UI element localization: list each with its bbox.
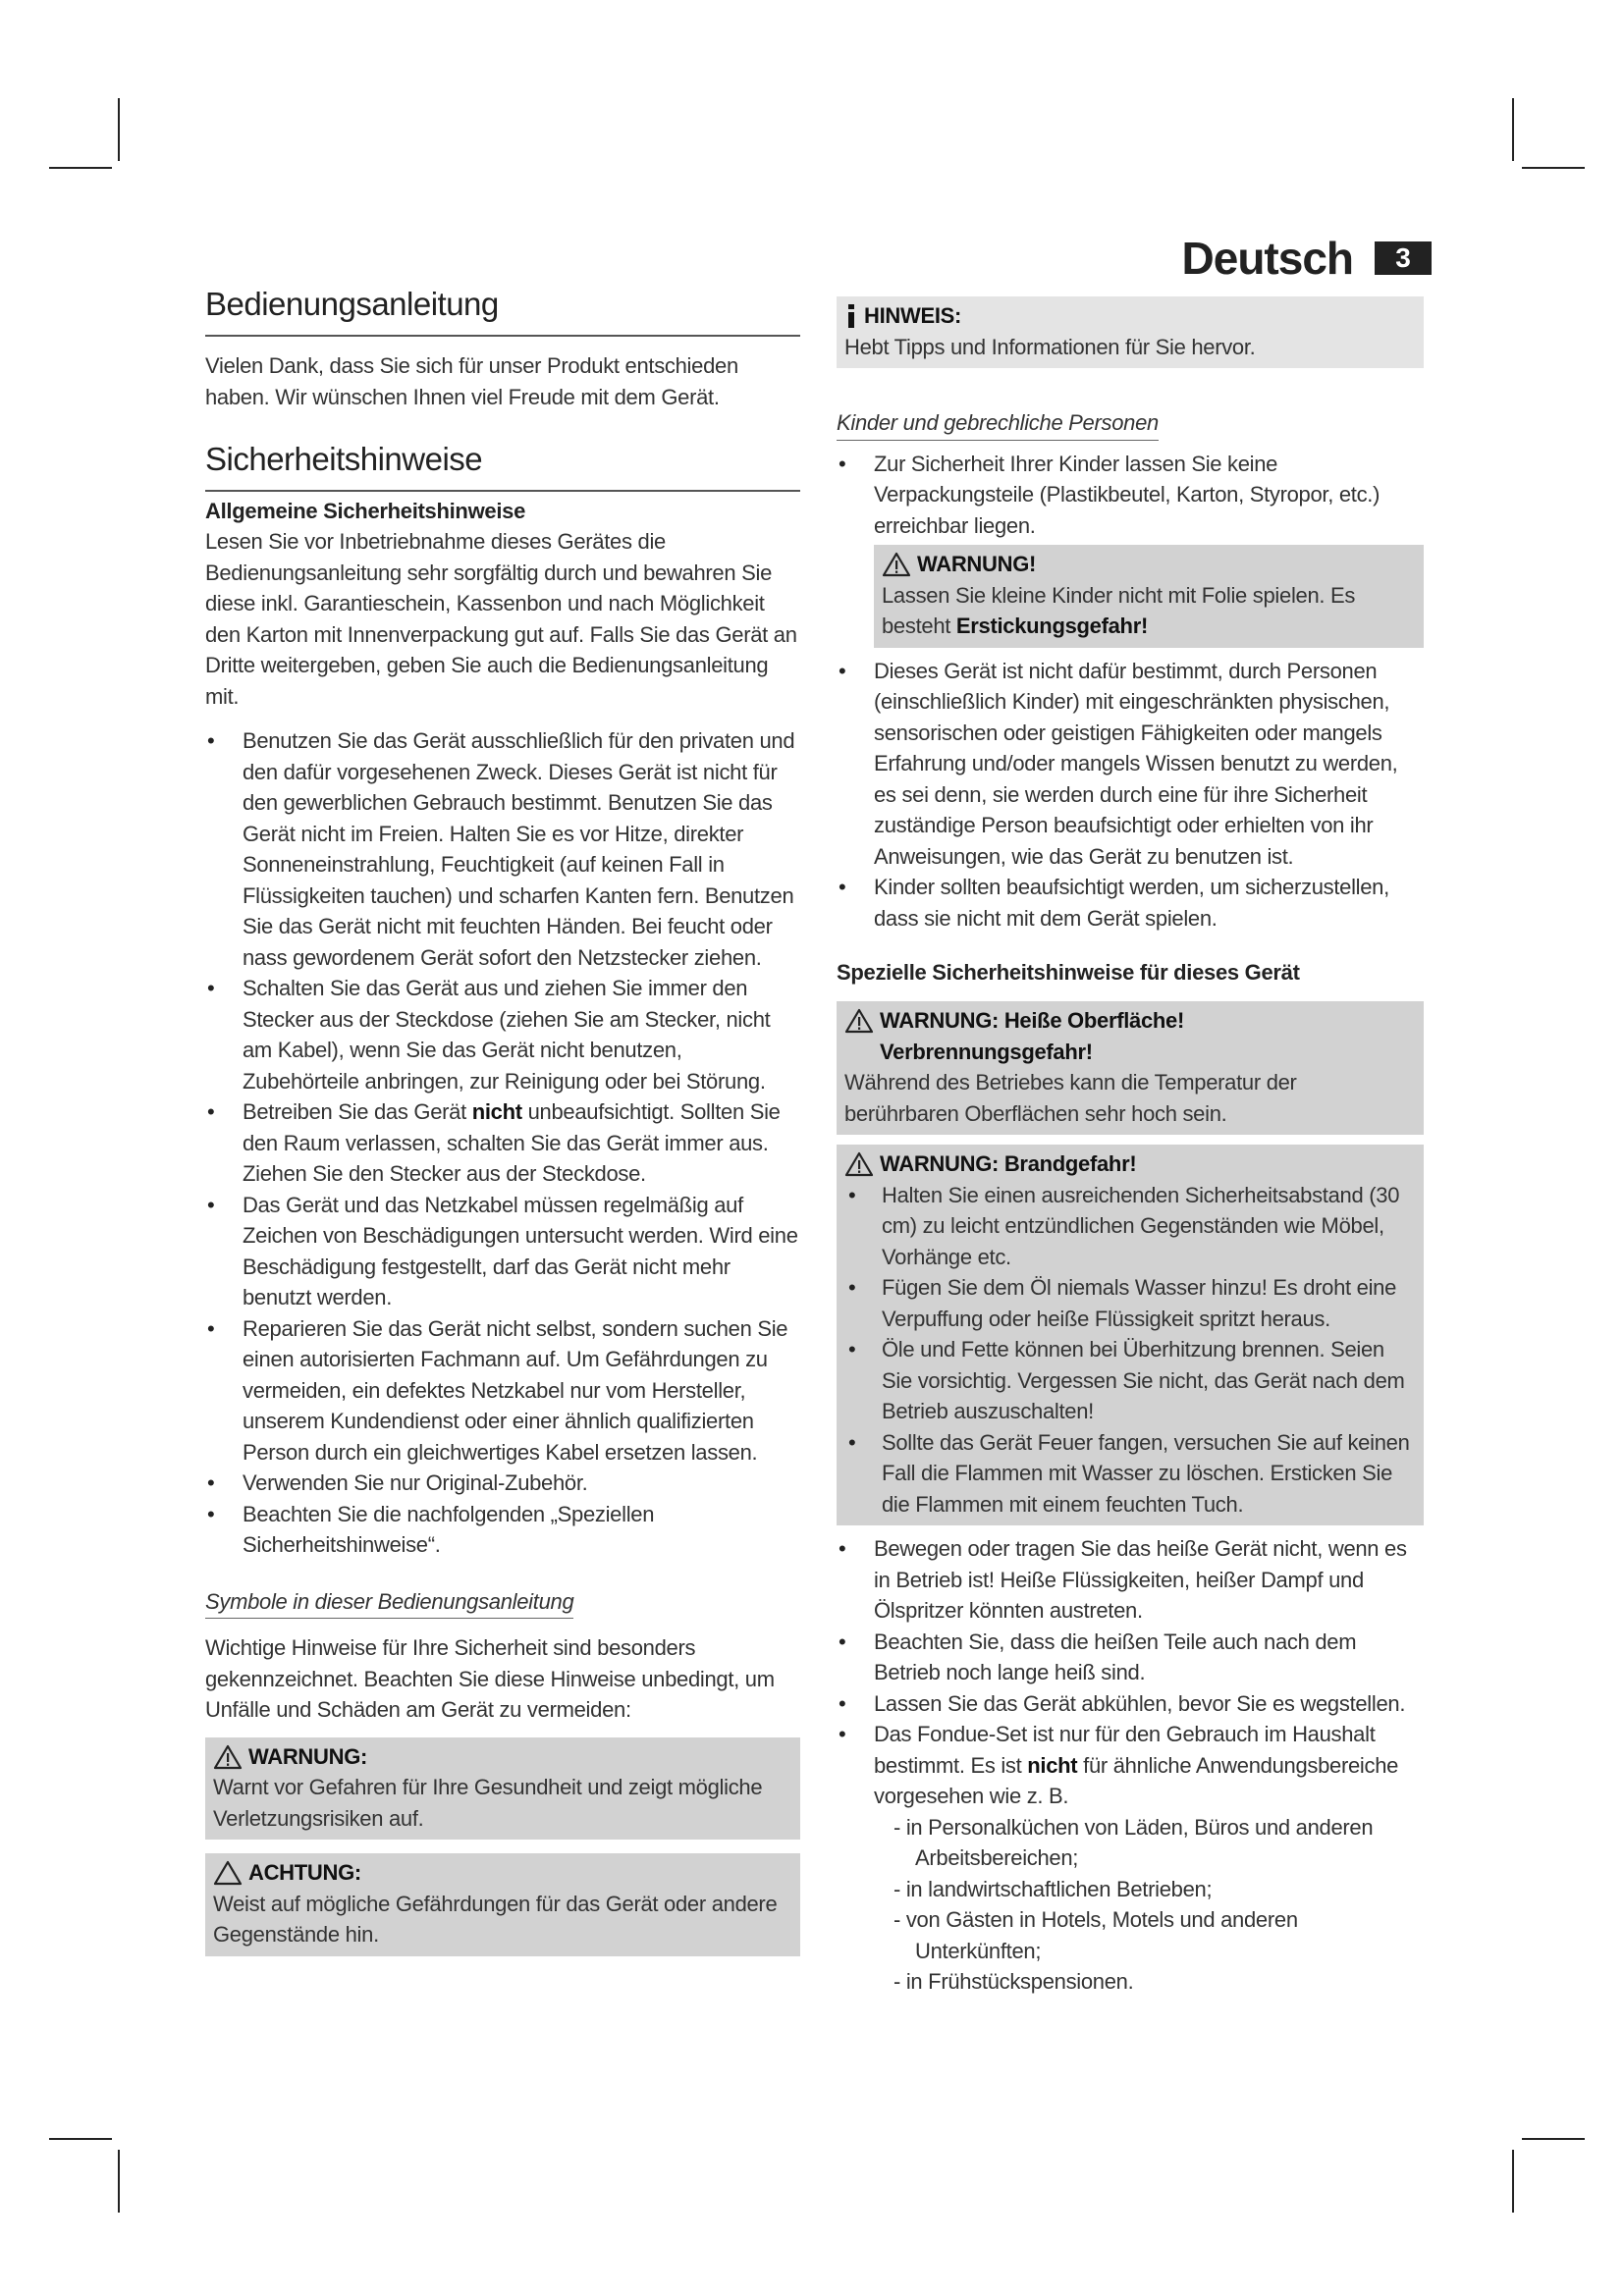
crop-mark (1512, 2150, 1514, 2213)
warning-triangle-icon (882, 552, 911, 577)
emphasis: nicht (471, 1099, 522, 1124)
list-item: • Dieses Gerät ist nicht dafür bestimmt, durch Personen (einschließlich Kinder) mit eingeschränkten physischen, sensorischen oder geistigen Fähigkeiten oder mangels Erfahrung und/oder mangels Wissen benutzt zu werden, es sei denn, sie werden durch eine für ihre Sicherheit zuständige Person beaufsichtigt oder erhielten von ihr Anweisungen, wie das Gerät zu benutzen ist. (837, 656, 1424, 873)
text-segment: Betreiben Sie das Gerät (243, 1099, 472, 1124)
safety-title: Sicherheitshinweise (205, 440, 800, 492)
usage-exclusion-list (837, 1812, 1424, 1998)
list-item: - von Gästen in Hotels, Motels und anderen Unterkünften; (876, 1904, 1424, 1966)
crop-mark (1522, 167, 1585, 169)
general-safety-list (205, 725, 800, 1561)
caution-box (205, 1853, 800, 1956)
crop-mark (118, 98, 120, 161)
foil-warning-title-text: WARNUNG! (917, 552, 1037, 576)
warning-triangle-icon (844, 1151, 874, 1177)
crop-mark (1522, 2138, 1585, 2140)
symbols-text: Wichtige Hinweise für Ihre Sicherheit sind besonders gekennzeichnet. Beachten Sie diese Hinweise unbedingt, um Unfälle und Schäden am Gerät zu vermeiden: (205, 1635, 775, 1722)
list-item: • Benutzen Sie das Gerät ausschließlich für den privaten und den dafür vorgesehenen Zweck. Dieses Gerät ist nicht für den gewerblichen Gebrauch bestimmt. Benutzen Sie das Gerät nicht im Freien. Halten Sie es vor Hitze, direkter Sonneneinstrahlung, Feuchtigkeit (auf keinen Fall in Flüssigkeiten tauchen) und scharfen Kanten fern. Benutzen Sie das Gerät nicht mit feuchten Händen. Bei feucht oder nass gewordenem Gerät sofort den Netzstecker ziehen. (205, 725, 800, 973)
fire-warning-list (844, 1180, 1416, 1521)
crop-mark (1512, 98, 1514, 161)
emphasis: Erstickungsgefahr! (955, 614, 1148, 638)
title-line: WARNUNG: Heiße Oberfläche! (880, 1008, 1185, 1033)
list-item (837, 449, 1424, 648)
foil-warning-text (882, 580, 1416, 642)
text-segment: unbeaufsichtigt. Sollten Sie den Raum verlassen, schalten Sie das Gerät immer aus. Ziehen Sie den Stecker aus der Steckdose. (243, 1099, 781, 1186)
warning-box (205, 1737, 800, 1841)
title-line: Verbrennungsgefahr! (880, 1039, 1093, 1064)
list-item (837, 1719, 1424, 1812)
further-safety-list (837, 1533, 1424, 1812)
text-segment: Lassen Sie kleine Kinder nicht mit Folie spielen. Es besteht (882, 582, 1356, 638)
special-safety-heading: Spezielle Sicherheitshinweise für dieses Gerät (837, 960, 1300, 985)
manual-title: Bedienungsanleitung (205, 285, 800, 337)
list-item: - in Personalküchen von Läden, Büros und anderen Arbeitsbereichen; (876, 1812, 1424, 1874)
caution-box-text: Weist auf mögliche Gefährdungen für das Gerät oder andere Gegenstände hin. (213, 1891, 778, 1947)
hot-surface-title-text (880, 1005, 1184, 1067)
list-item: • Kinder sollten beaufsichtigt werden, um sicherzustellen, dass sie nicht mit dem Gerät spielen. (837, 872, 1424, 934)
fire-warning-title (844, 1148, 1416, 1180)
list-item: • Lassen Sie das Gerät abkühlen, bevor Sie es wegstellen. (837, 1688, 1424, 1720)
list-item: • Reparieren Sie das Gerät nicht selbst, sondern suchen Sie einen autorisierten Fachmann auf. Um Gefährdungen zu vermeiden, ein defektes Netzkabel nur vom Hersteller, unserem Kundendienst oder einer ähnlich qualifizierten Person durch ein gleichwertiges Kabel ersetzen lassen. (205, 1313, 800, 1468)
foil-warning-title (882, 549, 1416, 580)
list-item: • Beachten Sie, dass die heißen Teile auch nach dem Betrieb noch lange heiß sind. (837, 1627, 1424, 1688)
children-heading: Kinder und gebrechliche Personen (837, 407, 1159, 441)
crop-mark (118, 2150, 120, 2213)
list-item (205, 1096, 800, 1190)
hot-surface-warning-box (837, 1001, 1424, 1135)
language-label: Deutsch (1181, 233, 1353, 284)
list-item: • Fügen Sie dem Öl niemals Wasser hinzu! Es droht eine Verpuffung oder heiße Flüssigkeit spritzt heraus. (844, 1272, 1416, 1334)
emphasis: nicht (1027, 1752, 1078, 1778)
text-segment: für ähnliche Anwendungsbereiche vorgesehen wie z. B. (874, 1752, 1399, 1808)
info-icon (844, 304, 858, 328)
crop-mark (49, 167, 112, 169)
page-number: 3 (1375, 241, 1432, 275)
warning-box-title (213, 1741, 792, 1773)
general-safety-text: Lesen Sie vor Inbetriebnahme dieses Gerätes die Bedienungsanleitung sehr sorgfältig durch und bewahren Sie diese inkl. Garantieschein, Kassenbon und nach Möglichkeit den Karton mit Innenverpackung gut auf. Falls Sie das Gerät an Dritte weitergeben, geben Sie auch die Bedienungsanleitung mit. (205, 529, 797, 709)
list-item: - in landwirtschaftlichen Betrieben; (876, 1874, 1424, 1905)
note-box-text: Hebt Tipps und Informationen für Sie hervor. (844, 334, 1256, 359)
warning-title-text: WARNUNG: (248, 1743, 368, 1769)
fire-warning-title-text: WARNUNG: Brandgefahr! (880, 1151, 1137, 1176)
list-item-text: Zur Sicherheit Ihrer Kinder lassen Sie keine Verpackungsteile (Plastikbeutel, Karton, Styropor, etc.) erreichbar liegen. (874, 451, 1380, 538)
caution-box-title (213, 1857, 792, 1889)
note-box (837, 296, 1424, 368)
page-header (1182, 232, 1432, 285)
warning-triangle-icon (213, 1744, 243, 1770)
list-item: • Das Gerät und das Netzkabel müssen regelmäßig auf Zeichen von Beschädigungen untersucht werden. Wird eine Beschädigung festgestellt, darf das Gerät nicht mehr benutzt werden. (205, 1190, 800, 1313)
warning-box-text: Warnt vor Gefahren für Ihre Gesundheit und zeigt mögliche Verletzungsrisiken auf. (213, 1775, 763, 1831)
caution-triangle-icon (213, 1860, 243, 1886)
list-item: - in Frühstückspensionen. (876, 1966, 1424, 1998)
symbols-heading: Symbole in dieser Bedienungsanleitung (205, 1586, 573, 1620)
list-item: • Sollte das Gerät Feuer fangen, versuchen Sie auf keinen Fall die Flammen mit Wasser zu löschen. Ersticken Sie die Flammen mit einem feuchten Tuch. (844, 1427, 1416, 1521)
list-item: • Schalten Sie das Gerät aus und ziehen Sie immer den Stecker aus der Steckdose (ziehen Sie am Stecker, nicht am Kabel), wenn Sie das Gerät nicht benutzen, Zubehörteile anbringen, zur Reinigung oder bei Störung. (205, 973, 800, 1096)
list-item: • Bewegen oder tragen Sie das heiße Gerät nicht, wenn es in Betrieb ist! Heiße Flüssigkeiten, heißer Dampf und Ölspritzer könnten austreten. (837, 1533, 1424, 1627)
hot-surface-title (844, 1005, 1416, 1067)
list-item: • Halten Sie einen ausreichenden Sicherheitsabstand (30 cm) zu leicht entzündlichen Gegenständen wie Möbel, Vorhänge etc. (844, 1180, 1416, 1273)
list-item: • Öle und Fette können bei Überhitzung brennen. Seien Sie vorsichtig. Vergessen Sie nicht, das Gerät nach dem Betrieb auszuschalten! (844, 1334, 1416, 1427)
hot-surface-text: Während des Betriebes kann die Temperatur der berührbaren Oberflächen sehr hoch sein. (844, 1070, 1297, 1126)
note-title-text: HINWEIS: (864, 303, 962, 328)
foil-warning-box (874, 545, 1424, 648)
children-list (837, 449, 1424, 934)
right-column (837, 296, 1424, 1998)
list-item: • Beachten Sie die nachfolgenden „Speziellen Sicherheitshinweise“. (205, 1499, 800, 1561)
intro-text: Vielen Dank, dass Sie sich für unser Produkt entschieden haben. Wir wünschen Ihnen viel Freude mit dem Gerät. (205, 353, 738, 409)
caution-title-text: ACHTUNG: (248, 1860, 361, 1885)
text-segment: Das Fondue-Set ist nur für den Gebrauch im Haushalt bestimmt. Es ist (874, 1722, 1376, 1778)
left-column (205, 285, 800, 1956)
fire-warning-box (837, 1145, 1424, 1525)
list-item: • Verwenden Sie nur Original-Zubehör. (205, 1468, 800, 1499)
warning-triangle-icon (844, 1008, 874, 1034)
general-safety-heading: Allgemeine Sicherheitshinweise (205, 499, 526, 523)
note-box-title (844, 300, 1416, 332)
crop-mark (49, 2138, 112, 2140)
